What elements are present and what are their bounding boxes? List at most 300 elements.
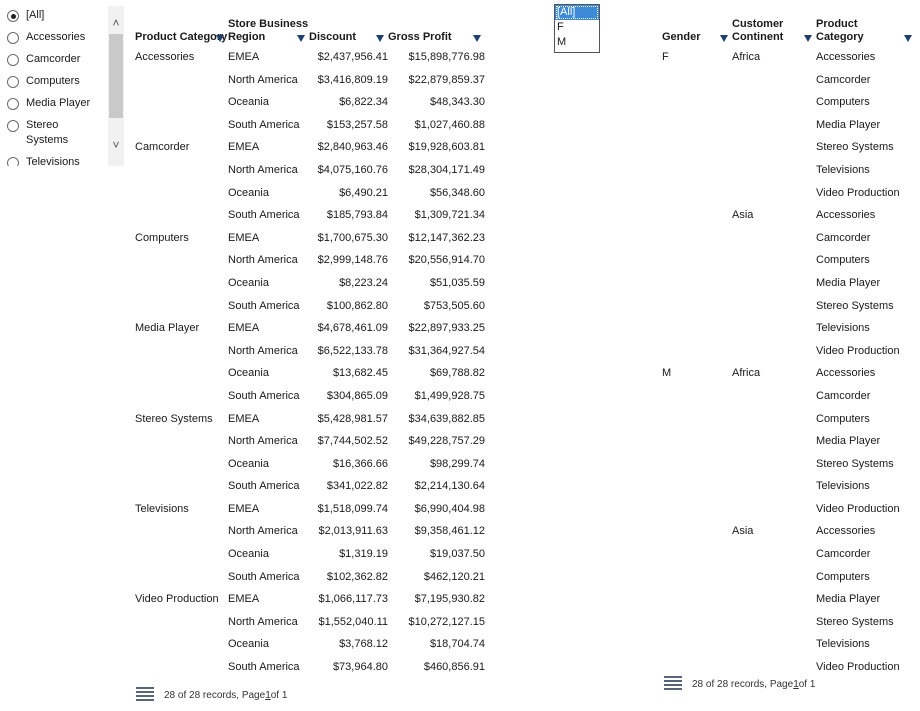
table-cell: $1,027,460.88 [414, 118, 485, 131]
table-cell: $102,362.82 [326, 570, 388, 583]
table-row [135, 138, 485, 161]
header-customer-continent[interactable] [732, 8, 816, 48]
table-cell: North America [228, 163, 298, 176]
header-label: Gross Profit [388, 31, 452, 43]
table-cell [135, 477, 228, 500]
page-list-icon[interactable] [664, 676, 682, 692]
records-text: 28 of 28 records, Page [164, 689, 266, 701]
table-cell: $13,682.45 [332, 367, 388, 380]
header-label: Product Category [816, 18, 864, 43]
table-row [662, 319, 908, 342]
table-cell [662, 455, 732, 478]
table-row [662, 229, 908, 252]
table-row [135, 71, 485, 94]
table-cell [135, 635, 228, 658]
table-cell: Media Player [816, 276, 881, 289]
radio-button-icon[interactable] [7, 157, 19, 166]
table-cell [135, 297, 228, 320]
table-row [135, 184, 485, 207]
table-row [662, 251, 908, 274]
table-row [135, 229, 485, 252]
table-cell: Televisions [816, 322, 870, 335]
table-cell [732, 568, 816, 591]
table-cell: $153,257.58 [326, 118, 388, 131]
table-cell [135, 342, 228, 365]
radio-filter-scrollbar[interactable] [108, 6, 124, 166]
table-cell [732, 342, 816, 365]
table-cell [662, 342, 732, 365]
table-cell: $2,214,130.64 [414, 480, 485, 493]
table-cell [732, 297, 816, 320]
table-cell [135, 274, 228, 297]
table-row [135, 319, 485, 342]
table-cell [732, 71, 816, 94]
header-label: Discount [309, 31, 357, 43]
sort-down-triangle-icon[interactable] [904, 35, 912, 42]
table-row [662, 455, 908, 478]
table-cell: $19,928,603.81 [408, 141, 485, 154]
table-cell [662, 613, 732, 636]
table-row [662, 48, 908, 71]
sort-down-triangle-icon[interactable] [297, 35, 305, 42]
table-cell [662, 184, 732, 207]
table-cell: Video Production [816, 661, 900, 674]
right-table-pager [664, 676, 815, 692]
radio-option[interactable] [7, 96, 107, 111]
table-cell: $10,272,127.15 [408, 615, 485, 628]
radio-option-label: Computers [26, 75, 80, 87]
table-cell: $185,793.84 [326, 209, 388, 222]
table-cell [662, 116, 732, 139]
table-cell: $2,013,911.63 [318, 525, 388, 538]
table-cell: South America [228, 299, 300, 312]
table-cell [732, 387, 816, 410]
table-cell: $462,120.21 [423, 570, 485, 583]
table-row [135, 93, 485, 116]
table-row [662, 522, 908, 545]
chevron-down-icon[interactable]: ˅ [112, 138, 120, 152]
table-cell: $69,788.82 [429, 367, 485, 380]
table-cell: Televisions [816, 480, 870, 493]
sort-down-triangle-icon[interactable] [216, 35, 224, 42]
table-cell: $304,865.09 [326, 389, 388, 402]
sort-down-triangle-icon[interactable] [473, 35, 481, 42]
radio-button-icon[interactable] [7, 76, 19, 88]
table-row [135, 251, 485, 274]
table-cell [662, 477, 732, 500]
radio-option[interactable] [7, 155, 107, 166]
table-cell: Stereo Systems [135, 412, 213, 425]
table-cell: South America [228, 389, 300, 402]
table-cell: Accessories [816, 209, 876, 222]
sort-down-triangle-icon[interactable] [804, 35, 812, 42]
header-label: Gender [662, 31, 701, 43]
table-cell [135, 658, 228, 681]
table-cell [732, 613, 816, 636]
table-cell [135, 455, 228, 478]
table-cell [662, 229, 732, 252]
table-row [135, 161, 485, 184]
gender-listbox[interactable] [554, 4, 600, 53]
table-cell: EMEA [228, 141, 260, 154]
table-cell: $2,999,148.76 [317, 254, 388, 267]
discount-profit-table [135, 8, 485, 681]
table-cell: Stereo Systems [816, 299, 894, 312]
sort-down-triangle-icon[interactable] [376, 35, 384, 42]
table-cell [135, 161, 228, 184]
table-cell [732, 590, 816, 613]
table-cell: $3,416,809.19 [317, 73, 388, 86]
header-label: Customer Continent [732, 18, 784, 43]
table-cell: $2,840,963.46 [317, 141, 388, 154]
table-row [662, 138, 908, 161]
table-cell [662, 319, 732, 342]
scrollbar-thumb[interactable] [109, 34, 123, 118]
header-gender[interactable] [662, 8, 732, 48]
table-cell: Africa [732, 367, 761, 380]
table-cell: EMEA [228, 231, 260, 244]
table-cell: EMEA [228, 322, 260, 335]
table-cell: Stereo Systems [816, 457, 894, 470]
table-cell [732, 93, 816, 116]
table-row [662, 116, 908, 139]
page-list-icon[interactable] [136, 687, 154, 703]
table-cell: Media Player [816, 435, 881, 448]
table-row [135, 477, 485, 500]
table-cell: $3,768.12 [339, 638, 388, 651]
radio-option[interactable] [7, 52, 107, 67]
table-cell [662, 297, 732, 320]
table-cell [732, 477, 816, 500]
table-row [135, 342, 485, 365]
table-cell [732, 545, 816, 568]
table-cell: $34,639,882.85 [408, 412, 485, 425]
radio-option-label: Camcorder [26, 53, 81, 65]
table-cell [135, 613, 228, 636]
header-product-category[interactable] [816, 8, 908, 48]
table-cell [662, 545, 732, 568]
table-cell: $5,428,981.57 [317, 412, 388, 425]
table-cell: Camcorder [816, 231, 871, 244]
table-cell: $6,990,404.98 [414, 502, 485, 515]
header-product-category[interactable] [135, 8, 228, 48]
table-cell [732, 410, 816, 433]
table-cell: Camcorder [816, 389, 871, 402]
table-cell [135, 568, 228, 591]
table-cell: South America [228, 570, 300, 583]
table-cell: $49,228,757.29 [408, 435, 485, 448]
table-row [135, 522, 485, 545]
table-row [662, 297, 908, 320]
table-cell [662, 635, 732, 658]
table-cell [135, 251, 228, 274]
table-cell: $1,319.19 [339, 548, 388, 561]
table-cell: $73,964.80 [332, 661, 388, 674]
radio-option[interactable] [7, 118, 107, 148]
current-page-link[interactable]: 1 [793, 678, 799, 690]
table-cell [732, 138, 816, 161]
table-cell: $9,358,461.12 [414, 525, 485, 538]
table-cell: Computers [135, 231, 189, 244]
table-row [662, 432, 908, 455]
table-cell: Computers [816, 570, 870, 583]
table-cell [732, 432, 816, 455]
table-cell [662, 93, 732, 116]
table-cell: $56,348.60 [429, 186, 485, 199]
table-cell: Media Player [816, 118, 881, 131]
table-cell: $4,075,160.76 [317, 163, 388, 176]
table-cell: South America [228, 209, 300, 222]
table-cell: Video Production [816, 344, 900, 357]
table-cell: $8,223.24 [339, 276, 388, 289]
table-cell [135, 432, 228, 455]
table-cell: EMEA [228, 593, 260, 606]
radio-option[interactable] [7, 74, 107, 89]
table-cell [732, 184, 816, 207]
table-cell: Camcorder [816, 548, 871, 561]
table-cell [135, 364, 228, 387]
table-cell: Accessories [135, 51, 195, 63]
table-cell: $22,897,933.25 [408, 322, 485, 335]
table-cell [662, 432, 732, 455]
table-cell [662, 274, 732, 297]
header-label: Store Business Region [228, 18, 309, 43]
total-pages-text: of 1 [270, 689, 288, 701]
table-row [135, 500, 485, 523]
table-row [135, 432, 485, 455]
table-cell: Accessories [816, 367, 876, 380]
table-row [662, 93, 908, 116]
table-cell: Oceania [228, 96, 269, 109]
table-cell: Computers [816, 412, 870, 425]
radio-option-label: Accessories [26, 31, 86, 43]
table-cell: Televisions [135, 502, 189, 515]
table-cell: Video Production [135, 593, 219, 606]
table-row [135, 568, 485, 591]
table-cell: $6,490.21 [339, 186, 388, 199]
table-cell [732, 229, 816, 252]
table-cell: Oceania [228, 638, 269, 651]
table-cell [135, 206, 228, 229]
table-cell: Camcorder [135, 141, 190, 154]
table-cell: Computers [816, 96, 870, 109]
table-cell [135, 545, 228, 568]
table-cell: EMEA [228, 412, 260, 425]
radio-option-label: [All] [26, 9, 45, 21]
table-row [662, 613, 908, 636]
table-cell: North America [228, 435, 298, 448]
table-row [662, 568, 908, 591]
table-cell: North America [228, 615, 298, 628]
table-cell: $100,862.80 [326, 299, 388, 312]
table-cell: $753,505.60 [423, 299, 485, 312]
table-cell: $51,035.59 [429, 276, 485, 289]
table-cell: North America [228, 73, 298, 86]
table-row [662, 184, 908, 207]
total-pages-text: of 1 [798, 678, 816, 690]
table-row [135, 410, 485, 433]
table-row [135, 613, 485, 636]
table-row [135, 590, 485, 613]
table-cell [662, 500, 732, 523]
radio-button-icon[interactable] [7, 10, 19, 22]
table-row [662, 71, 908, 94]
table-cell: $1,309,721.34 [414, 209, 485, 222]
table-header-row [662, 8, 908, 48]
table-row [135, 116, 485, 139]
table-cell: $20,556,914.70 [408, 254, 485, 267]
product-category-radio-filter [7, 8, 107, 166]
table-cell: Stereo Systems [816, 141, 894, 154]
table-cell: $7,744,502.52 [317, 435, 388, 448]
table-cell [732, 455, 816, 478]
table-row [135, 206, 485, 229]
table-cell: $1,066,117.73 [318, 593, 388, 606]
header-store-business-region[interactable] [228, 8, 309, 48]
records-text: 28 of 28 records, Page [692, 678, 794, 690]
gender-continent-table [662, 8, 908, 681]
radio-button-icon[interactable] [7, 98, 19, 110]
table-row [135, 635, 485, 658]
table-row [135, 658, 485, 681]
table-cell [135, 387, 228, 410]
table-cell: $16,366.66 [332, 457, 388, 470]
table-cell: Video Production [816, 502, 900, 515]
radio-option-label: Televisions [26, 156, 80, 166]
table-row [662, 500, 908, 523]
table-cell: $6,522,133.78 [317, 344, 388, 357]
header-gross-profit[interactable] [388, 8, 485, 48]
table-cell: North America [228, 344, 298, 357]
table-row [662, 364, 908, 387]
radio-button-icon[interactable] [7, 32, 19, 44]
table-cell: Africa [732, 51, 761, 63]
table-cell: North America [228, 254, 298, 267]
table-row [662, 635, 908, 658]
table-row [135, 48, 485, 71]
table-cell [732, 251, 816, 274]
table-cell [662, 387, 732, 410]
table-cell [662, 590, 732, 613]
table-cell [662, 206, 732, 229]
table-row [662, 206, 908, 229]
radio-option[interactable] [7, 8, 107, 23]
table-row [662, 342, 908, 365]
table-cell [662, 138, 732, 161]
table-cell: Asia [732, 525, 754, 538]
table-cell [662, 71, 732, 94]
listbox-option[interactable]: [All] [555, 5, 599, 20]
table-cell: $1,499,928.75 [414, 389, 485, 402]
table-header-row [135, 8, 485, 48]
table-cell: $341,022.82 [326, 480, 388, 493]
table-cell [135, 522, 228, 545]
table-cell: Televisions [816, 638, 870, 651]
table-row [662, 274, 908, 297]
table-cell: South America [228, 661, 300, 674]
table-cell: M [662, 367, 672, 380]
table-cell: Stereo Systems [816, 615, 894, 628]
table-row [135, 274, 485, 297]
radio-button-icon[interactable] [7, 54, 19, 66]
table-cell: Video Production [816, 186, 900, 199]
table-cell [662, 410, 732, 433]
table-cell [662, 568, 732, 591]
table-cell: Camcorder [816, 73, 871, 86]
table-cell [732, 319, 816, 342]
table-row [662, 387, 908, 410]
table-cell [732, 635, 816, 658]
table-cell: Media Player [816, 593, 881, 606]
table-cell [732, 116, 816, 139]
table-cell: $1,518,099.74 [317, 502, 388, 515]
table-cell [732, 161, 816, 184]
table-cell: $1,700,675.30 [317, 231, 388, 244]
table-cell: Asia [732, 209, 754, 222]
table-cell [135, 71, 228, 94]
table-cell: Oceania [228, 548, 269, 561]
listbox-option[interactable]: M [557, 36, 567, 48]
table-cell: Oceania [228, 457, 269, 470]
table-cell: Oceania [228, 367, 269, 380]
table-row [662, 545, 908, 568]
table-cell: $4,678,461.09 [317, 322, 388, 335]
table-cell: $6,822.34 [339, 96, 388, 109]
table-row [135, 545, 485, 568]
table-row [135, 297, 485, 320]
table-cell: $28,304,171.49 [408, 163, 485, 176]
table-cell: $1,552,040.11 [318, 615, 388, 628]
table-cell [135, 116, 228, 139]
table-cell [135, 184, 228, 207]
table-row [662, 590, 908, 613]
table-cell [732, 500, 816, 523]
table-cell: $19,037.50 [429, 548, 485, 561]
listbox-option[interactable]: F [557, 21, 564, 33]
table-cell: $22,879,859.37 [408, 73, 485, 86]
sort-down-triangle-icon[interactable] [720, 35, 728, 42]
table-cell: Accessories [816, 525, 876, 538]
table-cell: North America [228, 525, 298, 538]
table-cell: $18,704.74 [429, 638, 485, 651]
radio-button-icon[interactable] [7, 120, 19, 132]
header-label: Product Category [135, 31, 228, 43]
radio-option[interactable] [7, 30, 107, 45]
table-cell: $7,195,930.82 [414, 593, 485, 606]
table-cell: Oceania [228, 186, 269, 199]
table-cell [732, 274, 816, 297]
table-cell: F [662, 51, 669, 63]
header-discount[interactable] [309, 8, 388, 48]
table-cell [135, 93, 228, 116]
table-cell: Media Player [135, 322, 200, 335]
chevron-up-icon[interactable]: ˄ [112, 16, 120, 30]
table-cell: South America [228, 480, 300, 493]
table-cell [662, 522, 732, 545]
current-page-link[interactable]: 1 [265, 689, 271, 701]
table-row [135, 387, 485, 410]
table-cell: South America [228, 118, 300, 131]
table-cell: $98,299.74 [429, 457, 485, 470]
table-cell: Accessories [816, 51, 876, 63]
table-cell: $48,343.30 [429, 96, 485, 109]
radio-option-label: Stereo Systems [26, 119, 69, 146]
left-table-pager [136, 687, 287, 703]
table-cell: $15,898,776.98 [408, 51, 485, 63]
table-cell: $460,856.91 [423, 661, 485, 674]
table-cell: $31,364,927.54 [408, 344, 485, 357]
table-cell: Oceania [228, 276, 269, 289]
